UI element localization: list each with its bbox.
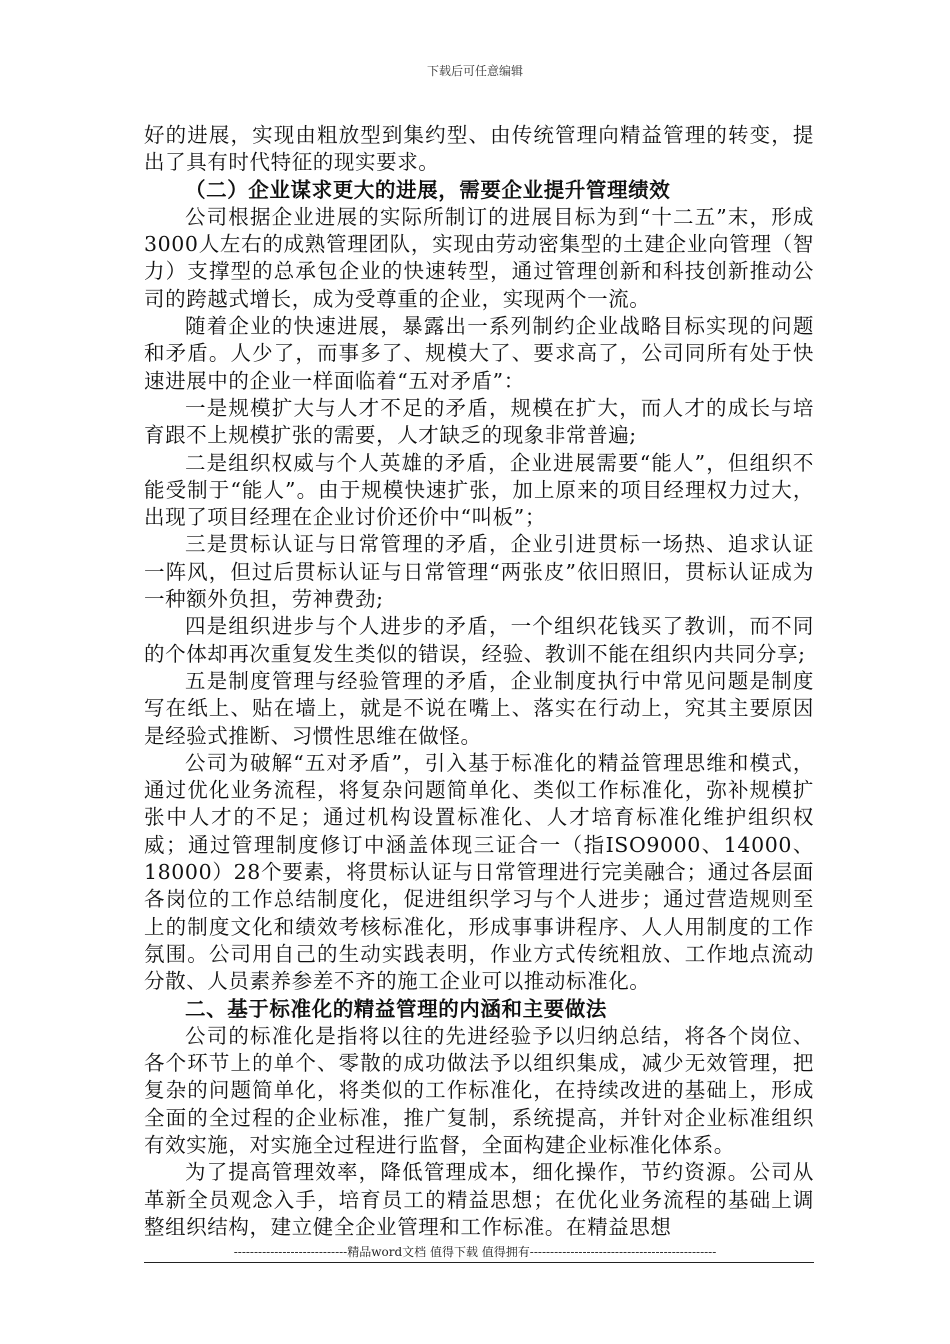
page-header: 下载后可任意编辑 — [426, 64, 523, 78]
section-heading: （二）企业谋求更大的进展，需要企业提升管理绩效 — [185, 177, 671, 202]
body-paragraph: 好的进展，实现由粗放型到集约型、由传统管理向精益管理的转变，提出了具有时代特征的现实要求。 — [144, 123, 814, 175]
body-paragraph: 为了提高管理效率，降低管理成本，细化操作，节约资源。公司从革新全员观念入手，培育员工的精益思想；在优化业务流程的基础上调整组织结构，建立健全企业管理和工作标准。在精益思想 — [144, 1160, 814, 1239]
body-paragraph: 五是制度管理与经验管理的矛盾，企业制度执行中常见问题是制度写在纸上、贴在墙上，就是不说在嘴上、落实在行动上，究其主要原因是经验式推断、习惯性思维在做怪。 — [144, 668, 814, 748]
page-footer: ----------------------------精品word文档 值得下载 值得拥有---------------------------------------------- — [233, 1245, 717, 1259]
body-paragraph: 一是规模扩大与人才不足的矛盾，规模在扩大，而人才的成长与培育跟不上规模扩张的需要，人才缺乏的现象非常普遍; — [144, 395, 814, 448]
body-paragraph: 三是贯标认证与日常管理的矛盾，企业引进贯标一场热、追求认证一阵风，但过后贯标认证与日常管理“两张皮”依旧照旧，贯标认证成为一种额外负担，劳神费劲; — [144, 532, 814, 612]
body-paragraph: 二是组织权威与个人英雄的矛盾，企业进展需要“能人”，但组织不能受制于“能人”。由于规模快速扩张，加上原来的项目经理权力过大，出现了项目经理在企业讨价还价中“叫板”； — [144, 450, 814, 530]
body-paragraph: 公司为破解“五对矛盾”，引入基于标准化的精益管理思维和模式，通过优化业务流程，将复杂问题简单化、类似工作标准化，弥补规模扩张中人才的不足；通过机构设置标准化、人才培育标准化维护组织权威；通过管理制度修订中涵盖体现三证合一（指ISO9000、14000、18000）28个要素，将贯标认证与日常管理进行完美融合；通过各层面各岗位的工作总结制度化，促进组织学习与个人进步；通过营造规则至上的制度文化和绩效考核标准化，形成事事讲程序、人人用制度的工作氛围。公司用自己的生动实践表明，作业方式传统粗放、工作地点流动分散、人员素养参差不齐的施工企业可以推动标准化。 — [144, 750, 814, 994]
body-paragraph: 公司的标准化是指将以往的先进经验予以归纳总结，将各个岗位、各个环节上的单个、零散的成功做法予以组织集成，减少无效管理，把复杂的问题简单化，将类似的工作标准化，在持续改进的基础上，形成全面的全过程的企业标准，推广复制，系统提高，并针对企业标准组织有效实施，对实施全过程进行监督，全面构建企业标准化体系。 — [144, 1023, 814, 1157]
footer-divider — [144, 1262, 814, 1263]
body-paragraph: 四是组织进步与个人进步的矛盾，一个组织花钱买了教训，而不同的个体却再次重复发生类似的错误，经验、教训不能在组织内共同分享; — [144, 614, 814, 666]
body-paragraph: 随着企业的快速进展，暴露出一系列制约企业战略目标实现的问题和矛盾。人少了，而事多了、规模大了、要求高了，公司同所有处于快速进展中的企业一样面临着“五对矛盾”： — [144, 314, 814, 393]
body-paragraph: 公司根据企业进展的实际所制订的进展目标为到“十二五”末，形成3000人左右的成熟管理团队，实现由劳动密集型的土建企业向管理（智力）支撑型的总承包企业的快速转型，通过管理创新和科技创新推动公司的跨越式增长，成为受尊重的企业，实现两个一流。 — [144, 204, 814, 311]
section-heading: 二、基于标准化的精益管理的内涵和主要做法 — [185, 996, 607, 1021]
document-body — [144, 122, 814, 1241]
